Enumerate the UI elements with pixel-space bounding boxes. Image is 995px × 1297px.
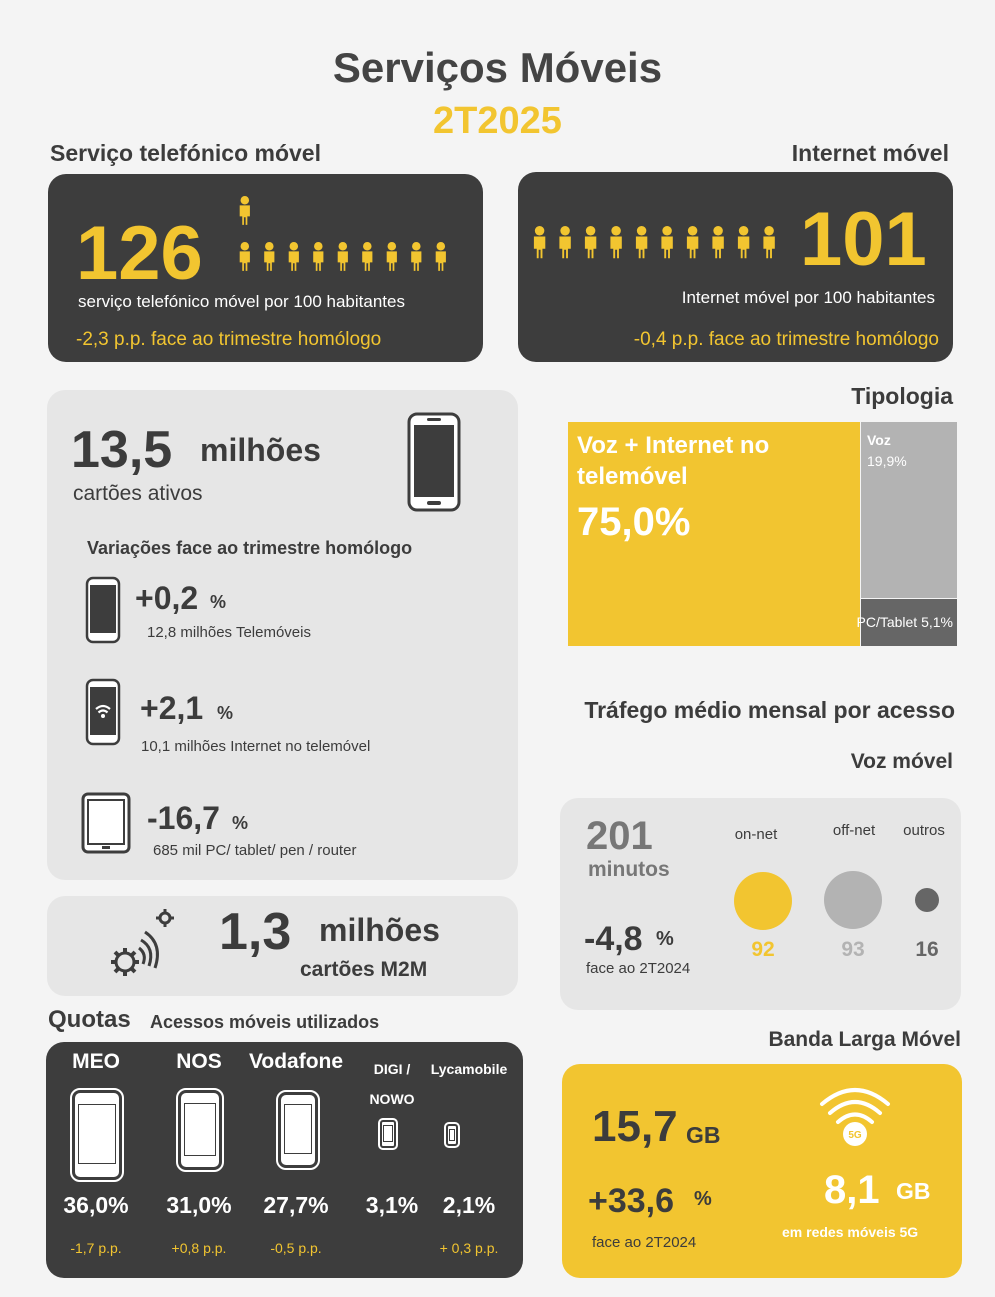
broadband-change-caption: face ao 2T2024 xyxy=(592,1234,697,1251)
m2m-value: 1,3 xyxy=(219,903,292,961)
onnet-label: on-net xyxy=(734,826,778,843)
treemap-label-pc: PC/Tablet 5,1% xyxy=(856,614,953,630)
m2m-panel xyxy=(47,896,518,996)
operator-name: NOS xyxy=(176,1050,222,1073)
offnet-label: off-net xyxy=(832,822,876,839)
mobile-phone-caption: serviço telefónico móvel por 100 habitantes xyxy=(78,292,405,311)
phone-screen xyxy=(184,1103,216,1156)
broadband-unit: GB xyxy=(686,1122,721,1148)
fiveg-unit: GB xyxy=(896,1178,931,1204)
operator-change: -1,7 p.p. xyxy=(70,1240,122,1256)
fiveg-value: 8,1 xyxy=(824,1168,880,1212)
fiveg-badge: 5G xyxy=(848,1130,862,1141)
treemap-label-voice: Voz xyxy=(867,432,891,448)
traffic-heading: Tráfego médio mensal por acesso xyxy=(584,697,955,723)
smartphone-wifi-icon xyxy=(85,678,121,746)
voice-change-caption: face ao 2T2024 xyxy=(586,960,691,977)
minutes-value: 201 xyxy=(586,814,653,858)
operator-share: 27,7% xyxy=(263,1192,329,1218)
smartphone-icon xyxy=(446,1124,458,1146)
phone-screen xyxy=(449,1129,455,1141)
variation-value-phones: +0,2 xyxy=(135,580,199,616)
broadband-heading: Banda Larga Móvel xyxy=(768,1028,961,1051)
operator-name: Lycamobile xyxy=(430,1061,508,1077)
onnet-bubble xyxy=(734,872,792,930)
mobile-phone-card xyxy=(48,174,483,362)
treemap-cell-voice-internet xyxy=(568,422,860,646)
mobile-internet-heading: Internet móvel xyxy=(791,140,949,166)
broadband-panel xyxy=(562,1064,962,1278)
outros-label: outros xyxy=(903,822,945,839)
treemap-value-voice: 19,9% xyxy=(867,453,907,469)
m2m-unit: milhões xyxy=(319,912,440,948)
operator-change: -0,5 p.p. xyxy=(270,1240,322,1256)
operator-share: 3,1% xyxy=(365,1192,419,1218)
phone-screen xyxy=(78,1104,116,1165)
offnet-bubble xyxy=(824,871,882,929)
voice-panel xyxy=(560,798,961,1010)
variation-value-pc: -16,7 xyxy=(147,800,220,836)
voice-change-unit: % xyxy=(656,928,674,950)
variation-unit-pc: % xyxy=(232,813,249,833)
offnet-value: 93 xyxy=(841,938,865,961)
voice-heading: Voz móvel xyxy=(850,750,953,773)
quotas-panel xyxy=(46,1042,523,1278)
outros-bubble xyxy=(915,888,939,912)
operator-name: DIGI / NOWO xyxy=(369,1061,415,1107)
typology-treemap xyxy=(568,422,957,646)
variation-caption-internet: 10,1 milhões Internet no telemóvel xyxy=(141,738,371,755)
broadband-change-unit: % xyxy=(694,1188,712,1210)
mobile-internet-change: -0,4 p.p. face ao trimestre homólogo xyxy=(633,329,939,350)
active-cards-value: 13,5 xyxy=(71,421,173,479)
operator-share: 31,0% xyxy=(166,1192,232,1218)
mobile-internet-caption: Internet móvel por 100 habitantes xyxy=(681,288,935,307)
mobile-phone-change: -2,3 p.p. face ao trimestre homólogo xyxy=(76,329,382,350)
broadband-value: 15,7 xyxy=(592,1102,678,1151)
smartphone-icon xyxy=(72,1090,122,1180)
operator-name: MEO xyxy=(72,1050,120,1073)
voice-change-value: -4,8 xyxy=(584,920,643,958)
wifi-5g-icon xyxy=(816,1076,894,1148)
treemap-value-voice-internet: 75,0% xyxy=(577,500,691,544)
mobile-phone-heading: Serviço telefónico móvel xyxy=(50,140,321,166)
variation-unit-internet: % xyxy=(217,703,234,723)
variation-value-internet: +2,1 xyxy=(140,690,204,726)
variation-caption-phones: 12,8 milhões Telemóveis xyxy=(147,624,311,641)
page-title: Serviços Móveis xyxy=(332,44,663,91)
variation-caption-pc: 685 mil PC/ tablet/ pen / router xyxy=(153,842,357,859)
operator-change: + 0,3 p.p. xyxy=(439,1240,499,1256)
active-cards-panel xyxy=(47,390,518,880)
onnet-value: 92 xyxy=(751,938,775,961)
people-icon-group xyxy=(238,196,460,276)
people-icon-row xyxy=(532,222,794,272)
quotas-heading: Quotas xyxy=(48,1006,131,1033)
outros-value: 16 xyxy=(915,938,939,961)
page-period: 2T2025 xyxy=(433,100,562,142)
smartphone-icon xyxy=(85,576,121,644)
active-cards-unit: milhões xyxy=(200,432,321,468)
smartphone-icon xyxy=(178,1090,222,1170)
broadband-change-value: +33,6 xyxy=(588,1182,675,1220)
operator-share: 36,0% xyxy=(63,1192,129,1218)
phone-screen xyxy=(383,1125,393,1142)
variation-unit-phones: % xyxy=(210,592,227,612)
fiveg-caption: em redes móveis 5G xyxy=(782,1224,919,1240)
operator-name: Vodafone xyxy=(248,1050,344,1073)
smartphone-icon xyxy=(380,1120,396,1148)
phone-screen xyxy=(284,1104,312,1154)
operator-share: 2,1% xyxy=(442,1192,496,1218)
variations-title: Variações face ao trimestre homólogo xyxy=(87,538,413,558)
mobile-internet-value: 101 xyxy=(800,197,927,282)
smartphone-icon xyxy=(278,1092,318,1168)
typology-heading: Tipologia xyxy=(851,383,953,409)
gears-signal-icon xyxy=(103,904,183,984)
quotas-subheading: Acessos móveis utilizados xyxy=(150,1012,380,1032)
treemap-cell-voice xyxy=(861,422,957,598)
smartphone-icon xyxy=(407,412,461,512)
mobile-phone-value: 126 xyxy=(76,211,203,296)
tablet-icon xyxy=(81,792,131,854)
mobile-internet-card xyxy=(518,172,953,362)
minutes-unit: minutos xyxy=(588,858,670,881)
active-cards-caption: cartões ativos xyxy=(73,482,203,505)
treemap-label-voice-internet: Voz + Internet no telemóvel xyxy=(577,432,770,490)
operator-change: +0,8 p.p. xyxy=(171,1240,227,1256)
m2m-caption: cartões M2M xyxy=(300,958,428,981)
